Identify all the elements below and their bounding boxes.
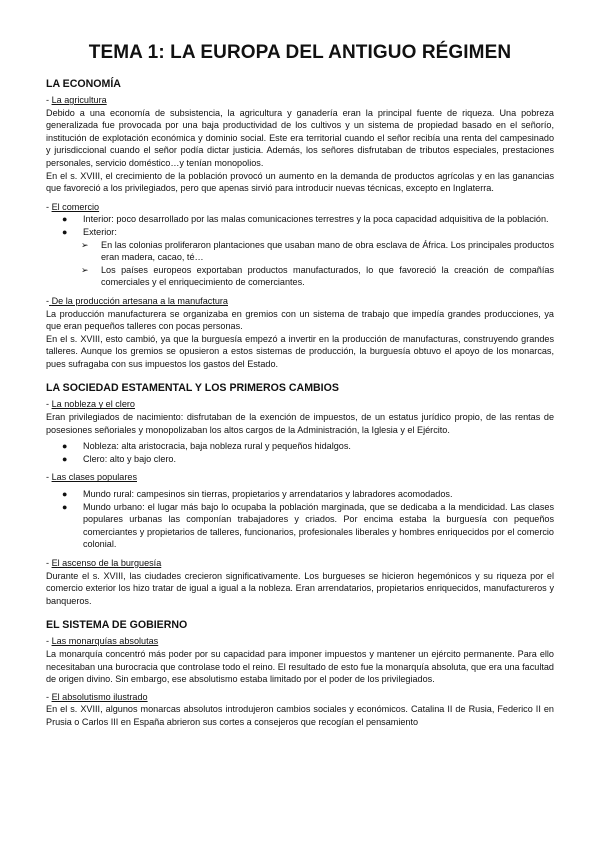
list-item: ➢ En las colonias proliferaron plantaciones que usaban mano de obra esclava de África. Los principales productos eran madera, cacao, té…	[81, 239, 554, 263]
bullet-icon: ●	[62, 214, 68, 225]
list-item: ● Exterior:	[62, 226, 117, 237]
paragraph-manufactura-2: En el s. XVIII, esto cambió, ya que la burguesía empezó a invertir en la producción de manufacturas, construyendo grandes talleres. Aunque los gremios se opusieron a estos sistemas de producción, la burguesía obtuvo el apoyo de los monarcas, pues sufragaba con sus impuestos los gastos del Estado.	[46, 333, 554, 369]
bullet-icon: ●	[62, 501, 68, 512]
bullet-icon: ●	[62, 441, 68, 452]
paragraph-nobleza: Eran privilegiados de nacimiento: disfrutaban de la exención de impuestos, de un estatus jurídico propio, de las rentas de posesiones señoriales y monopolizaban los altos cargos de la Administración, la Iglesia y el Ejército.	[46, 412, 554, 435]
subheading-nobleza: - La nobleza y el clero	[46, 399, 135, 410]
section-heading-sociedad: LA SOCIEDAD ESTAMENTAL Y LOS PRIMEROS CAMBIOS	[46, 382, 339, 395]
section-heading-gobierno: EL SISTEMA DE GOBIERNO	[46, 619, 188, 632]
list-item: ● Nobleza: alta aristocracia, baja nobleza rural y pequeños hidalgos.	[62, 441, 351, 452]
paragraph-manufactura-1: La producción manufacturera se organizaba en gremios con un sistema de trabajo que impedía grandes producciones, ya que eran pequeños talleres con pocas personas.	[46, 308, 554, 332]
arrow-icon: ➢	[81, 239, 89, 250]
subheading-burguesia: - El ascenso de la burguesía	[46, 558, 162, 568]
list-item: ● Mundo rural: campesinos sin tierras, propietarios y arrendatarios y labradores acomodados.	[62, 489, 453, 500]
bullet-icon: ●	[62, 489, 68, 500]
list-item: ● Interior: poco desarrollado por las malas comunicaciones terrestres y la poca capacidad adquisitiva de la población.	[62, 214, 549, 225]
list-comercio	[46, 213, 554, 238]
subheading-comercio: - El comercio	[46, 201, 100, 212]
subheading-manufactura: - De la producción artesana a la manufactura	[46, 295, 228, 306]
subheading-ilustrado: - El absolutismo ilustrado	[46, 691, 148, 702]
paragraph-agricultura-2: En el s. XVIII, el crecimiento de la población provocó un aumento en la demanda de productos agrícolas y en las ganancias que favoreció a los privilegiados, pero que apenas sirvió para introducir nuevas técnicas, excepto en Inglaterra.	[46, 170, 554, 194]
list-nobleza	[46, 440, 554, 465]
arrow-icon: ➢	[81, 264, 89, 275]
list-item: ● Mundo urbano: el lugar más bajo lo ocupaba la población marginada, que se dedicaba a la mendicidad. Las clases populares urbanas las componían trabajadores y criados. Por encima estaba la burguesía con pequeños comerciantes y propietarios de talleres, funcionarios, profesionales liberales y hombres enriquecidos por el comercio colonial.	[62, 501, 554, 550]
list-item: ➢ Los países europeos exportaban productos manufacturados, lo que favoreció la creación de compañías comerciales y el enriquecimiento de comerciantes.	[81, 264, 554, 288]
list-populares	[46, 488, 554, 551]
list-item: ● Clero: alto y bajo clero.	[62, 453, 177, 464]
list-comercio-exterior	[46, 239, 554, 289]
page-title: TEMA 1: LA EUROPA DEL ANTIGUO RÉGIMEN	[88, 42, 512, 63]
paragraph-ilustrado: En el s. XVIII, algunos monarcas absolutos introdujeron cambios sociales y económicos. Catalina II de Rusia, Federico II en Prusia o Carlos III en España abrieron sus cortes a consejeros que recogían el pensamiento	[46, 704, 554, 727]
subheading-monarquias: - Las monarquías absolutas	[46, 636, 159, 647]
subheading-populares: - Las clases populares	[46, 472, 137, 483]
bullet-icon: ●	[62, 453, 68, 464]
subheading-agricultura: - La agricultura	[46, 95, 107, 105]
paragraph-agricultura-1: Debido a una economía de subsistencia, la agricultura y ganadería eran la principal fuente de riqueza. Una pobreza generalizada fue provocada por una baja productividad de los cultivos y un sistema de propiedad basado en el señorío, institución de explotación económica y dominio social. Este era territorial cuando el señor recibía una renta del campesinado y jurisdiccional cuando el señor podía dictar justicia. Además, los señores disfrutaban de tributos especiales, prestaciones personales, servicio doméstico…y tenían monopolios.	[46, 107, 554, 168]
paragraph-burguesia: Durante el s. XVIII, las ciudades crecieron significativamente. Los burgueses se hicieron hegemónicos y su riqueza por el comercio exterior los hizo tratar de igual a igual a la nobleza. Eran arrendatarios, propietarios enriquecidos, manufactureros y banqueros.	[46, 570, 554, 606]
bullet-icon: ●	[62, 226, 68, 237]
section-heading-economia: LA ECONOMÍA	[46, 78, 121, 90]
paragraph-monarquias: La monarquía concentró más poder por su capacidad para imponer impuestos y mantener un ejército permanente. Para ello necesitaban una burocracia que controlase todo el reino. El resultado de esto fue la monarquía absoluta, que era una facultad de origen divino. Sin embargo, ese absolutismo estaba limitado por el poder de los privilegiados.	[46, 648, 554, 685]
